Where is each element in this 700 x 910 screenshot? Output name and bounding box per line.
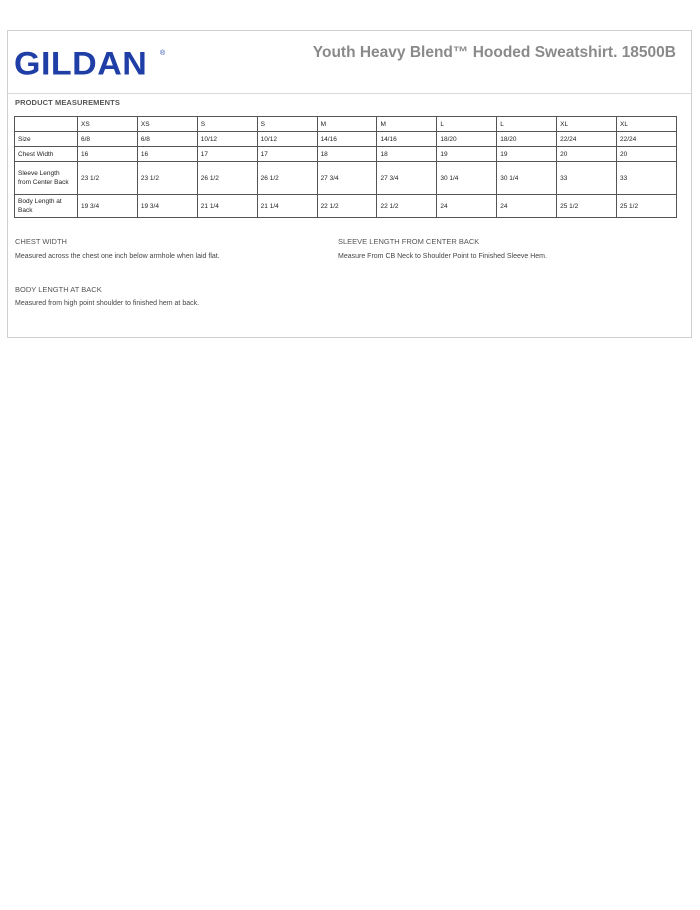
column-header: L [437,117,497,132]
table-cell: 33 [617,162,677,195]
table-cell: 33 [557,162,617,195]
table-row [15,162,677,195]
column-header: XL [617,117,677,132]
body-length-description: Measured from high point shoulder to finished hem at back. [15,300,200,307]
table-cell: 19 [437,147,497,162]
table-row [15,132,677,147]
section-title: PRODUCT MEASUREMENTS [15,98,120,107]
measurements-table [14,116,677,218]
table-cell: 22/24 [557,132,617,147]
table-cell: 16 [78,147,138,162]
row-label: Body Length at Back [15,195,78,218]
table-cell: 6/8 [78,132,138,147]
table-cell: 27 3/4 [377,162,437,195]
table-cell: 25 1/2 [557,195,617,218]
table-row [15,147,677,162]
row-label: Sleeve Length from Center Back [15,162,78,195]
product-title: Youth Heavy Blend™ Hooded Sweatshirt. 18500B [312,44,676,61]
table-cell: 19 [497,147,557,162]
table-cell: 19 3/4 [78,195,138,218]
body-length-heading: BODY LENGTH AT BACK [15,285,102,294]
table-corner-cell [15,117,78,132]
table-cell: 17 [197,147,257,162]
table-cell: 25 1/2 [617,195,677,218]
sleeve-length-heading: SLEEVE LENGTH FROM CENTER BACK [338,237,480,246]
column-header: XS [78,117,138,132]
table-cell: 24 [437,195,497,218]
table-cell: 22 1/2 [317,195,377,218]
column-header: XS [137,117,197,132]
table-cell: 18 [377,147,437,162]
row-label: Chest Width [15,147,78,162]
column-header: S [197,117,257,132]
sleeve-length-description: Measure From CB Neck to Shoulder Point to Finished Sleeve Hem. [338,253,547,260]
table-cell: 19 3/4 [137,195,197,218]
table-cell: 23 1/2 [78,162,138,195]
table-cell: 30 1/4 [437,162,497,195]
table-cell: 23 1/2 [137,162,197,195]
table-cell: 27 3/4 [317,162,377,195]
table-cell: 6/8 [137,132,197,147]
table-cell: 14/16 [317,132,377,147]
column-header: XL [557,117,617,132]
table-cell: 18/20 [497,132,557,147]
table-cell: 18/20 [437,132,497,147]
column-header: S [257,117,317,132]
table-cell: 16 [137,147,197,162]
table-cell: 21 1/4 [257,195,317,218]
table-header-row [15,117,677,132]
column-header: L [497,117,557,132]
table-cell: 14/16 [377,132,437,147]
table-cell: 22 1/2 [377,195,437,218]
table-cell: 24 [497,195,557,218]
table-row [15,195,677,218]
table-cell: 17 [257,147,317,162]
column-header: M [317,117,377,132]
chest-width-description: Measured across the chest one inch below armhole when laid flat. [15,253,220,260]
table-cell: 21 1/4 [197,195,257,218]
registered-mark: ® [160,50,166,57]
table-cell: 26 1/2 [257,162,317,195]
row-label: Size [15,132,78,147]
table-cell: 20 [557,147,617,162]
table-cell: 10/12 [197,132,257,147]
gildan-logo: GILDAN [14,46,148,83]
table-cell: 10/12 [257,132,317,147]
chest-width-heading: CHEST WIDTH [15,237,67,246]
table-cell: 20 [617,147,677,162]
column-header: M [377,117,437,132]
table-cell: 26 1/2 [197,162,257,195]
header-divider [7,93,692,94]
table-cell: 18 [317,147,377,162]
table-cell: 22/24 [617,132,677,147]
table-cell: 30 1/4 [497,162,557,195]
